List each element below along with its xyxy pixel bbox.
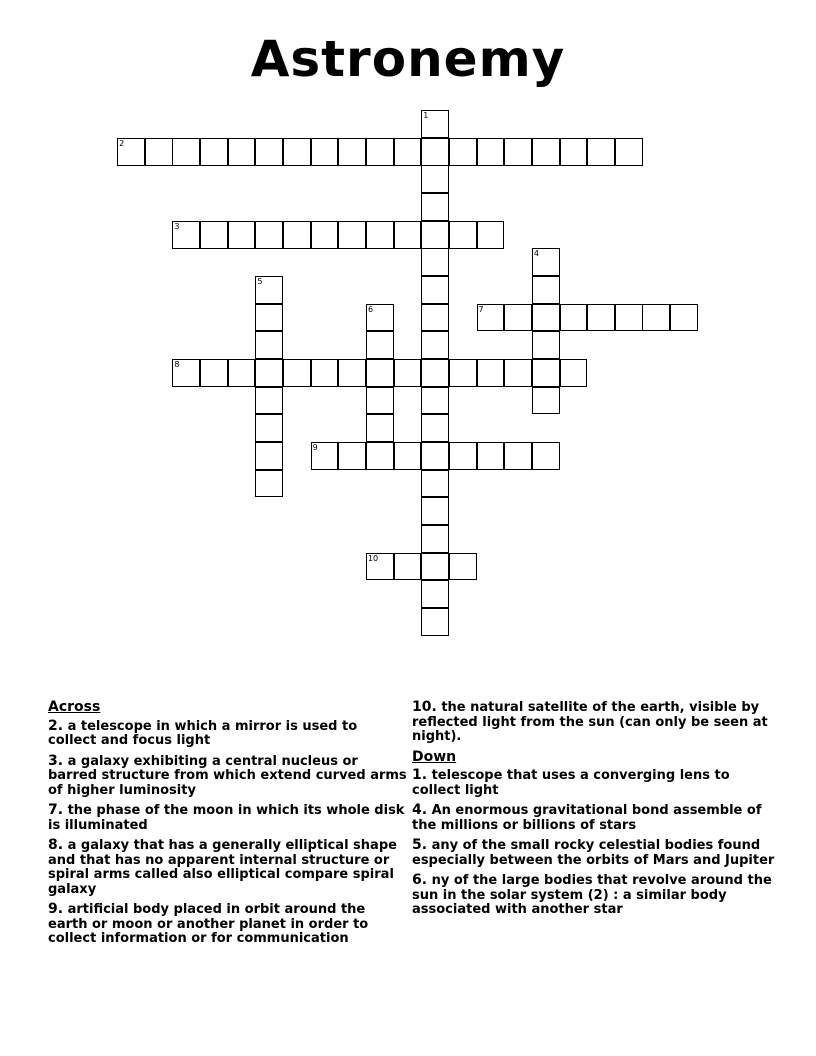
grid-cell[interactable]	[477, 359, 505, 387]
grid-cell[interactable]	[477, 221, 505, 249]
grid-cell[interactable]	[670, 304, 698, 332]
grid-cell[interactable]	[200, 359, 228, 387]
grid-cell[interactable]	[338, 138, 366, 166]
grid-cell[interactable]	[532, 276, 560, 304]
grid-cell[interactable]	[421, 608, 449, 636]
grid-cell[interactable]	[560, 138, 588, 166]
clue-down-5: 5. any of the small rocky celestial bodies found especially between the orbits of Mars and Jupiter	[412, 837, 775, 868]
grid-cell[interactable]	[283, 359, 311, 387]
grid-cell[interactable]	[421, 276, 449, 304]
grid-cell[interactable]	[421, 497, 449, 525]
clue-number: 5	[257, 277, 263, 287]
grid-cell[interactable]	[532, 442, 560, 470]
grid-cell[interactable]	[394, 359, 422, 387]
grid-cell[interactable]	[421, 193, 449, 221]
grid-cell[interactable]	[366, 331, 394, 359]
grid-cell[interactable]	[421, 470, 449, 498]
grid-cell[interactable]	[504, 138, 532, 166]
clue-down-6: 6. ny of the large bodies that revolve around the sun in the solar system (2) : a similar body associated with another star	[412, 872, 772, 917]
clue-down-4: 4. An enormous gravitational bond assemble of the millions or billions of stars	[412, 802, 762, 833]
grid-cell[interactable]	[228, 221, 256, 249]
grid-cell[interactable]	[394, 138, 422, 166]
grid-cell[interactable]	[172, 359, 200, 387]
clue-across-9: 9. artificial body placed in orbit around the earth or moon or another planet in order to collect information or for communication	[48, 901, 369, 946]
grid-cell[interactable]	[421, 221, 449, 249]
clue-number: 2	[119, 138, 125, 148]
grid-cell[interactable]	[421, 165, 449, 193]
clue-number: 7	[478, 304, 484, 314]
clue-number: 6	[367, 304, 374, 314]
grid-cell[interactable]	[172, 221, 200, 249]
clue-number: 4	[533, 249, 539, 259]
grid-cell[interactable]	[615, 304, 643, 332]
grid-cell[interactable]	[421, 110, 449, 138]
grid-cell[interactable]	[255, 442, 283, 470]
grid-cell[interactable]	[421, 580, 449, 608]
clues-column-left	[48, 700, 408, 952]
grid-cell[interactable]	[421, 138, 449, 166]
grid-cell[interactable]	[504, 442, 532, 470]
grid-cell[interactable]	[366, 553, 394, 581]
grid-cell[interactable]	[255, 470, 283, 498]
grid-cell[interactable]	[200, 221, 228, 249]
grid-cell[interactable]	[421, 331, 449, 359]
clue-across-3: 3. a galaxy exhibiting a central nucleus or barred structure from which extend curved arms of higher luminosity	[48, 752, 407, 798]
clue-number: 3	[174, 221, 180, 231]
grid-cell[interactable]	[117, 138, 145, 166]
grid-cell[interactable]	[228, 359, 256, 387]
grid-cell[interactable]	[200, 138, 228, 166]
grid-cell[interactable]	[228, 138, 256, 166]
grid-cell[interactable]	[366, 414, 394, 442]
grid-cell[interactable]	[449, 359, 477, 387]
clue-number: 10	[367, 553, 379, 563]
grid-cell[interactable]	[338, 221, 366, 249]
grid-cell[interactable]	[394, 442, 422, 470]
clue-across-2: 2. a telescope in which a mirror is used to collect and focus light	[48, 717, 358, 748]
grid-cell[interactable]	[366, 442, 394, 470]
grid-cell[interactable]	[532, 331, 560, 359]
grid-cell[interactable]	[504, 359, 532, 387]
across-heading: Across	[48, 699, 101, 715]
grid-cell[interactable]	[394, 221, 422, 249]
grid-cell[interactable]	[366, 359, 394, 387]
grid-cell[interactable]	[255, 276, 283, 304]
grid-cell[interactable]	[532, 304, 560, 332]
grid-cell[interactable]	[587, 138, 615, 166]
grid-cell[interactable]	[366, 138, 394, 166]
grid-cell[interactable]	[560, 304, 588, 332]
grid-cell[interactable]	[255, 331, 283, 359]
puzzle-title: Astronemy	[250, 30, 566, 88]
grid-cell[interactable]	[477, 442, 505, 470]
grid-cell[interactable]	[255, 138, 283, 166]
grid-cell[interactable]	[449, 442, 477, 470]
grid-cell[interactable]	[311, 221, 339, 249]
grid-cell[interactable]	[532, 138, 560, 166]
grid-cell[interactable]	[532, 359, 560, 387]
grid-cell[interactable]	[283, 138, 311, 166]
grid-cell[interactable]	[449, 138, 477, 166]
grid-cell[interactable]	[366, 304, 394, 332]
clue-across-7: 7. the phase of the moon in which its whole disk is illuminated	[48, 802, 405, 833]
grid-cell[interactable]	[477, 304, 505, 332]
clue-across-10: 10. the natural satellite of the earth, visible by reflected light from the sun (can only be seen at night).	[412, 699, 768, 744]
down-heading: Down	[412, 748, 457, 765]
grid-cell[interactable]	[504, 304, 532, 332]
grid-cell[interactable]	[421, 248, 449, 276]
clue-number: 8	[174, 360, 180, 369]
clue-number: 1	[423, 111, 429, 121]
grid-cell[interactable]	[366, 221, 394, 249]
grid-cell[interactable]	[311, 359, 339, 387]
grid-cell[interactable]	[283, 221, 311, 249]
grid-cell[interactable]	[560, 359, 588, 387]
grid-cell[interactable]	[532, 248, 560, 276]
grid-cell[interactable]	[477, 138, 505, 166]
grid-cell[interactable]	[587, 304, 615, 332]
clue-across-8: 8. a galaxy that has a generally elliptical shape and that has no apparent internal structure or spiral arms called also elliptical compare spiral galaxy	[48, 837, 397, 897]
grid-cell[interactable]	[449, 553, 477, 581]
grid-cell[interactable]	[421, 387, 449, 415]
grid-cell[interactable]	[311, 138, 339, 166]
grid-cell[interactable]	[255, 387, 283, 415]
grid-cell[interactable]	[338, 442, 366, 470]
clue-down-1: 1. telescope that uses a converging lens to collect light	[412, 767, 730, 798]
grid-cell[interactable]	[532, 387, 560, 415]
grid-cell[interactable]	[311, 442, 339, 470]
grid-cell[interactable]	[394, 553, 422, 581]
grid-cell[interactable]	[366, 387, 394, 415]
grid-cell[interactable]	[145, 138, 173, 166]
grid-cell[interactable]	[421, 304, 449, 332]
clue-number: 9	[312, 442, 318, 452]
grid-cell[interactable]	[255, 304, 283, 332]
grid-cell[interactable]	[421, 359, 449, 387]
grid-cell[interactable]	[255, 221, 283, 249]
clues-column-right	[412, 700, 777, 923]
grid-cell[interactable]	[421, 553, 449, 581]
grid-cell[interactable]	[172, 138, 200, 166]
grid-cell[interactable]	[421, 442, 449, 470]
grid-cell[interactable]	[642, 304, 670, 332]
grid-cell[interactable]	[255, 414, 283, 442]
grid-cell[interactable]	[421, 525, 449, 553]
grid-cell[interactable]	[338, 359, 366, 387]
grid-cell[interactable]	[421, 414, 449, 442]
grid-cell[interactable]	[449, 221, 477, 249]
grid-cell[interactable]	[255, 359, 283, 387]
grid-cell[interactable]	[615, 138, 643, 166]
